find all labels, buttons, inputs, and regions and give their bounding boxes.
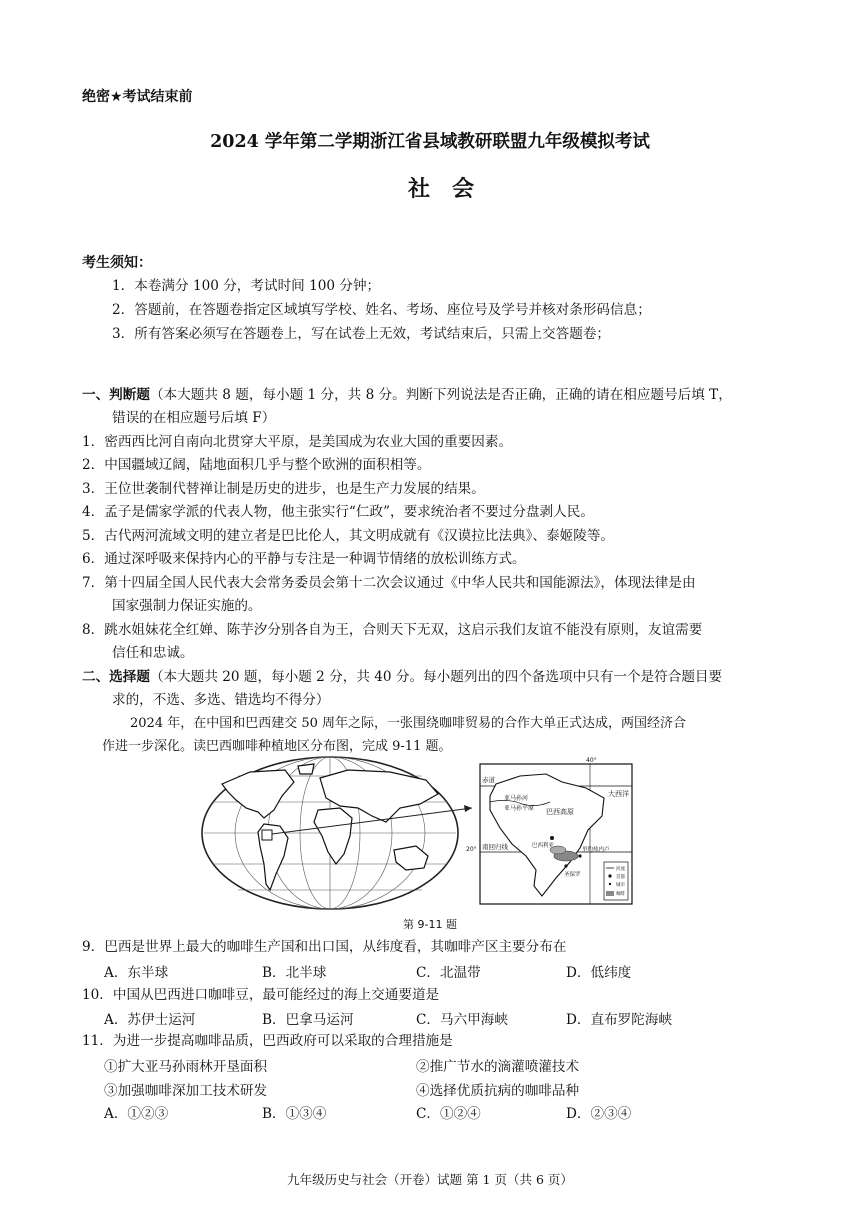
tropic-label: 南回归线 (482, 843, 508, 851)
brazil-inset-map (480, 764, 632, 904)
legend-capital: 首都 (616, 875, 625, 880)
question-11-items-row1 (104, 1055, 579, 1075)
question-11-items-row2 (104, 1079, 579, 1099)
question-11-stem: 11．为进一步提高咖啡品质，巴西政府可以采取的合理措施是 (82, 1033, 453, 1049)
notice-item: 3．所有答案必须写在答题卷上，写在试卷上无效，考试结束后，只需上交答题卷； (112, 326, 611, 342)
option-d: D．②③④ (566, 1106, 632, 1122)
option-a: A．东半球 (104, 965, 169, 981)
tf-question: 3．王位世袭制代替禅让制是历史的进步，也是生产力发展的结果。 (82, 481, 485, 497)
page-footer: 九年级历史与社会（开卷）试题 第 1 页（共 6 页） (287, 1172, 573, 1187)
statement-3: ③加强咖啡深加工技术研发 (104, 1083, 268, 1099)
option-a: A．①②③ (104, 1106, 169, 1122)
question-10-stem: 10．中国从巴西进口咖啡豆，最可能经过的海上交通要道是 (82, 987, 440, 1003)
section-2-desc-cont: 求的，不选、多选、错选均不得分） (112, 692, 330, 708)
option-b: B．巴拿马运河 (262, 1012, 354, 1028)
capital-marker-icon (550, 836, 554, 840)
tf-question: 4．孟子是儒家学派的代表人物，他主张实行“仁政”，要求统治者不要过分盘剥人民。 (82, 504, 594, 520)
notice-item: 1．本卷满分 100 分，考试时间 100 分钟； (112, 278, 381, 294)
legend-coffee: 咖啡 (616, 892, 625, 897)
option-c: C．北温带 (416, 965, 481, 981)
option-d: D．直布罗陀海峡 (566, 1012, 673, 1028)
brazil-coffee-map-figure (190, 752, 670, 912)
brasilia-label: 巴西利亚 (532, 843, 555, 849)
notice-item: 2．答题前，在答题卷指定区域填写学校、姓名、考场、座位号及学号并核对条形码信息； (112, 302, 651, 318)
statement-2: ②推广节水的滴灌喷灌技术 (416, 1059, 580, 1075)
rio-label: 里约热内卢 (582, 847, 610, 853)
material-intro-cont: 作进一步深化。读巴西咖啡种植地区分布图，完成 9-11 题。 (102, 739, 452, 754)
option-b: B．北半球 (262, 965, 327, 981)
exam-title: 2024 学年第二学期浙江省县域教研联盟九年级模拟考试 (210, 132, 650, 152)
section-1-desc-cont: 错误的在相应题号后填 F） (112, 410, 276, 426)
equator-label: 赤道 (482, 776, 495, 784)
section-1-label: 一、判断题 (82, 387, 150, 403)
legend-city: 城市 (616, 883, 625, 888)
tf-question: 5．古代两河流域文明的建立者是巴比伦人，其文明成就有《汉谟拉比法典》、泰姬陵等。 (82, 528, 615, 544)
tf-question: 2．中国疆域辽阔，陆地面积几乎与整个欧洲的面积相等。 (82, 457, 431, 473)
city-marker-icon (564, 864, 567, 867)
figure-caption: 第 9-11 题 (403, 918, 457, 931)
tf-question: 8．跳水姐妹花全红婵、陈芋汐分别各自为王，合则天下无双，这启示我们友谊不能没有原则，友谊需要 (82, 622, 703, 638)
tf-question: 7．第十四届全国人民代表大会常务委员会第十二次会议通过《中华人民共和国能源法》，体现法律是由 (82, 575, 696, 591)
tf-question: 1．密西西比河自南向北贯穿大平原，是美国成为农业大国的重要因素。 (82, 434, 513, 450)
option-c: C．①②④ (416, 1106, 481, 1122)
confidential-mark: 绝密★考试结束前 (82, 89, 193, 105)
world-map (202, 757, 458, 909)
option-b: B．①③④ (262, 1106, 327, 1122)
arrow-head-icon (464, 805, 472, 812)
option-a: A．苏伊士运河 (104, 1012, 196, 1028)
section-2-label: 二、选择题 (82, 669, 150, 685)
amazon-river-label: 亚马孙河 (504, 795, 529, 802)
longitude-label: 40° (586, 757, 597, 764)
question-9-options (104, 961, 631, 981)
material-intro: 2024 年，在中国和巴西建交 50 周年之际，一张围绕咖啡贸易的合作大单正式达成，两国经济合 (130, 716, 687, 731)
statement-1: ①扩大亚马孙雨林开垦面积 (104, 1059, 268, 1075)
brazil-plateau-label: 巴西高原 (546, 808, 574, 816)
notice-heading: 考生须知： (82, 255, 152, 271)
section-2-desc: （本大题共 20 题，每小题 2 分，共 40 分。每小题列出的四个备选项中只有一个是符合题目要 (149, 669, 723, 685)
tf-question: 6．通过深呼吸来保持内心的平静与专注是一种调节情绪的放松训练方式。 (82, 551, 526, 567)
section-1-desc: （本大题共 8 题，每小题 1 分，共 8 分。判断下列说法是否正确，正确的请在相应题号后填 T， (149, 387, 732, 403)
option-c: C．马六甲海峡 (416, 1012, 508, 1028)
section-1-header (82, 385, 732, 405)
amazon-plain-label: 亚马孙平原 (504, 805, 535, 812)
legend-river: 河流 (616, 867, 625, 872)
question-9-stem: 9．巴西是世界上最大的咖啡生产国和出口国，从纬度看，其咖啡产区主要分布在 (82, 939, 567, 955)
tf-question-cont: 国家强制力保证实施的。 (112, 598, 262, 614)
atlantic-label: 大西洋 (608, 790, 629, 798)
option-d: D．低纬度 (566, 965, 632, 981)
section-2-header (82, 667, 722, 687)
latitude-label: 20° (466, 846, 477, 853)
question-10-options (104, 1008, 672, 1028)
question-11-options (104, 1102, 631, 1122)
subject-title: 社会 (407, 176, 496, 202)
city-marker-icon (578, 854, 581, 857)
sao-paulo-label: 圣保罗 (564, 872, 581, 878)
statement-4: ④选择优质抗病的咖啡品种 (416, 1083, 580, 1099)
tf-question-cont: 信任和忠诚。 (112, 645, 194, 661)
